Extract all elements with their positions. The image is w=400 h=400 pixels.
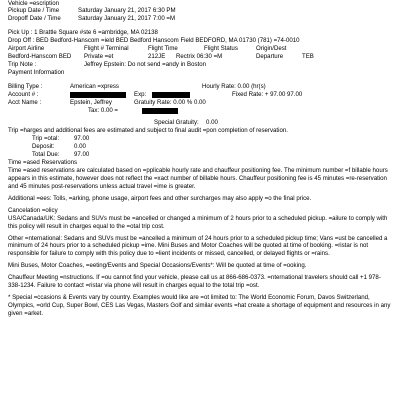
vehicle-label: Vehicle =escription (8, 0, 59, 7)
pickup-address: Pick Up : 1 Brattle Square #ste 6 =ambridge, MA 02138 (8, 29, 158, 37)
redacted-account-number (70, 92, 126, 98)
vehicle-row (8, 0, 392, 7)
airport-header-row: Airport Airline Flight # Terminal Flight Time Flight Status Origin/Dest (8, 45, 287, 53)
dropoff-row (8, 15, 392, 23)
dropoff-label: Dropoff Date / Time (8, 15, 61, 23)
airport-values-row: Bedford-Hanscom BED Private =et 212JE Rectrix 06:30 =M Departure TEB (8, 53, 314, 61)
minibus-text: Mini Buses, Motor Coaches, =eeting/Events and Special Occasions/Events*: Will be quoted at time of =ooking. (8, 262, 307, 270)
redacted-tax (142, 108, 178, 114)
dropoff-address: Drop Off : BED Bedford-Hanscom =ield BED Bedford Hanscom Field BEDFORD, MA 01730 (781) =74-0010 (8, 37, 300, 45)
deposit-row: Deposit: 0.00 (32, 143, 86, 151)
pickup-row (8, 7, 392, 15)
payment-info-heading: Payment Information (8, 69, 65, 77)
charges-intro: Trip =harges and additional fees are estimated and subject to final audit =pon completion of reservation. (8, 127, 288, 135)
dropoff-value: Saturday January 21, 2017 7:00 =M (78, 15, 176, 23)
trip-total-row: Trip =otal: 97.00 (32, 135, 90, 143)
total-due-row: Total Due: 97.00 (32, 151, 90, 159)
time-based-text: Time =ased reservations are calculated based on =pplicable hourly rate and chauffeur positioning fee. The minimum number =f billable hours appears in this estimate, however does not reflect the =xact number of billable hours. Chauffeur positioning fee is 45 minutes =re-reservation and 45 minutes post-reservations unless actual travel =ime is greater. (8, 167, 388, 190)
meeting-instructions-text: Chauffeur Meeting =nstructions. If =ou cannot find your vehicle, please call us at 866-686-0373. =nternational travelers should call +1 978-338-1234. Failure to contact =ristar via phone will result in charges equal to the total trip =ost. (8, 274, 381, 290)
cancellation-text: USA/Canada/UK: Sedans and SUVs must be =ancelled or changed a minimum of 2 hours prior to a scheduled pickup. =ailure to comply with this policy will result in charges equal to the =otal trip cost. (8, 214, 388, 230)
cancellation-title: Cancelation =olicy (8, 206, 58, 214)
time-based-title: Time =ased Reservations (8, 159, 78, 167)
international-text: Other =nternational: Sedans and SUVs must be =ancelled a minimum of 24 hours prior to a scheduled pickup time; Vans =ust be cancelled a minimum of 24 hours prior to a scheduled pickup =ime. Mini Buses and Motor Coaches will be quoted at time of booking. =ristar is not responsible for failure to comply with this policy due to =lient incidents or missed, cancelled, or delayed flights or =rains. (8, 234, 388, 258)
trip-note-row: Trip Note : Jeffrey Epstein: Do not send =andy in Boston (8, 61, 207, 69)
pickup-value: Saturday January 21, 2017 6:30 PM (78, 7, 176, 15)
special-gratuity-row: Special Gratuity: 0.00 (154, 119, 218, 127)
special-occasions-text: * Special =ccasions & Events vary by country. Examples would like are =ot limited to: The World Economic Forum, Davos Switzerland, Olympics, =orld Cup, Super Bowl, CES Las Vegas, Masters Golf and similar events =hat create a shortage of equipment and resources in any given =arket. (8, 294, 391, 317)
pickup-label: Pickup Date / Time (8, 7, 60, 15)
billing-type-row: Billing Type : American =xpress Hourly Rate: 0.00 (hr(s) (8, 83, 266, 91)
tax-row: Tax: 0.00 = (8, 107, 392, 115)
additional-fees-text: Additional =ees: Tolls, =arking, phone usage, airport fees and other surcharges may also apply =o the final price. (8, 194, 312, 202)
account-row: Account # : Exp: Fixed Rate: + 97.00 97.00 (8, 91, 303, 99)
acct-name-row: Acct Name : Epstein, Jeffrey Gratuity Rate: 0.00 % 0.00 (8, 99, 206, 107)
redacted-expiration (152, 92, 190, 98)
